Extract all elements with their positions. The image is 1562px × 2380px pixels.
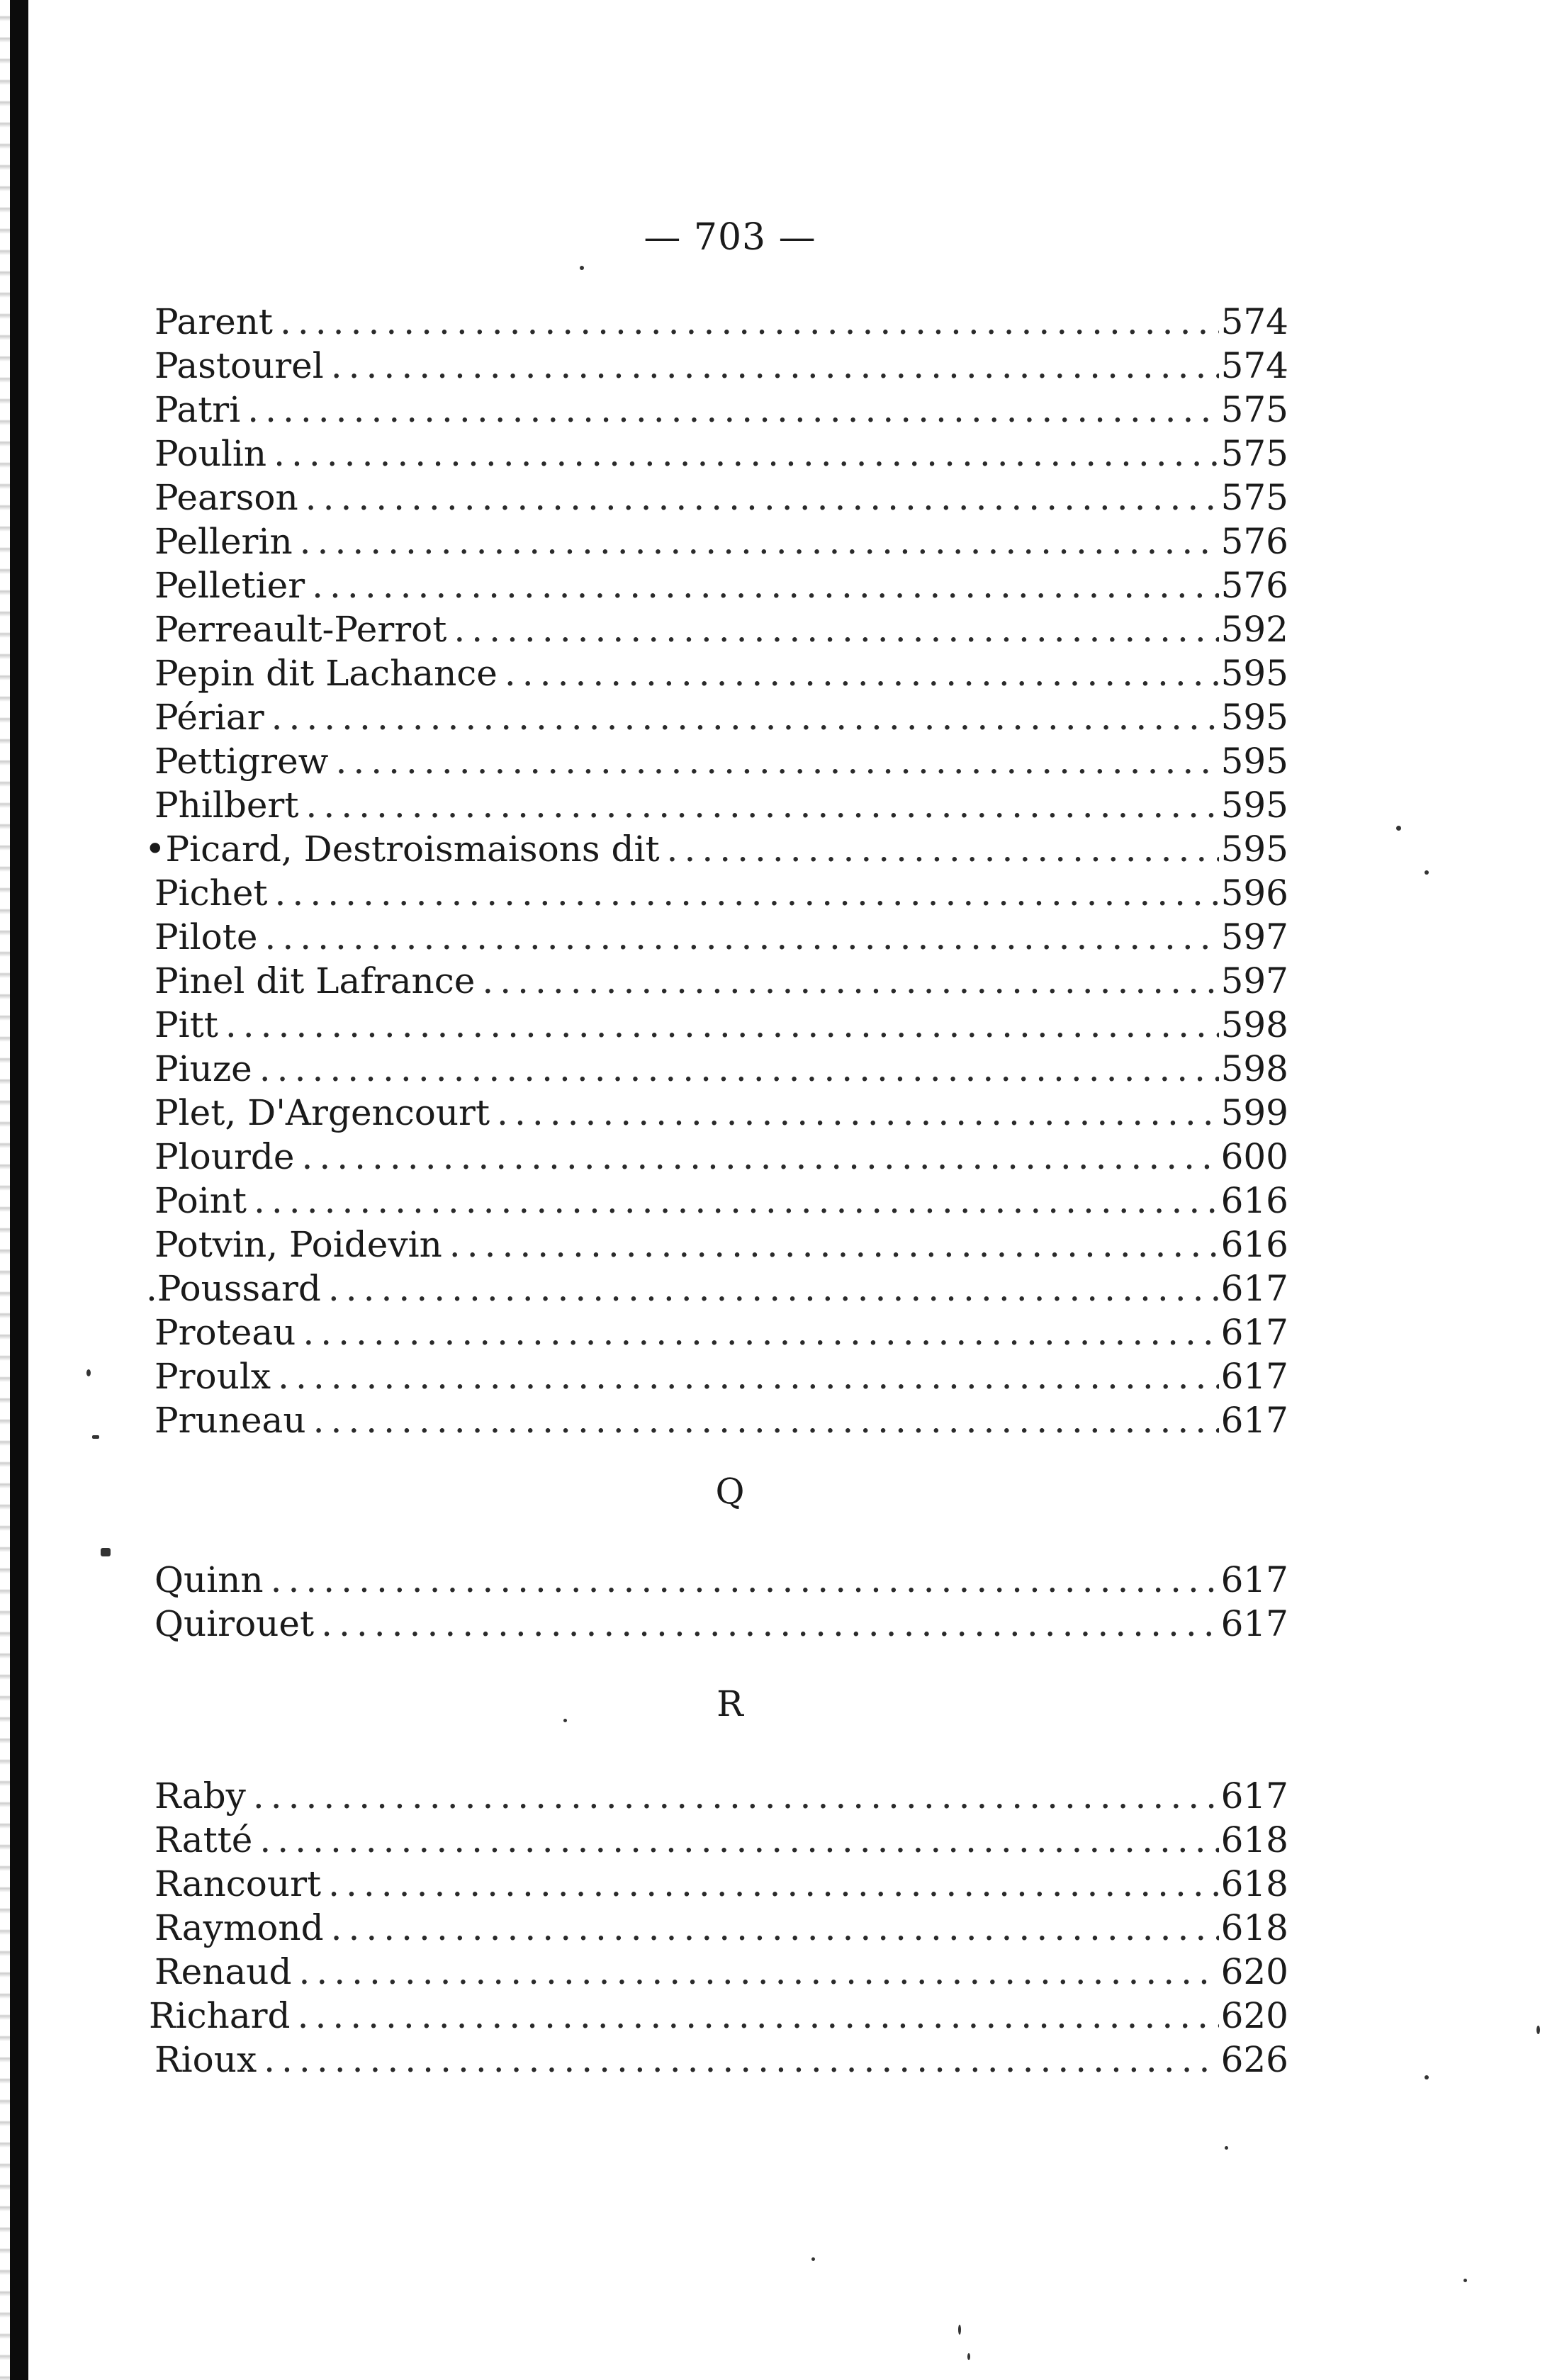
scan-speck: [1536, 2026, 1540, 2034]
entry-name: Piuze: [154, 1048, 252, 1089]
entry-name: Raby: [154, 1775, 246, 1817]
index-entry: [154, 697, 1288, 738]
dot-leader: [312, 565, 1219, 606]
binding-edge: [10, 0, 28, 2380]
dot-leader: [254, 1180, 1219, 1221]
entry-page: 575: [1220, 389, 1288, 430]
index-entry: [154, 301, 1288, 342]
entry-name: Pettigrew: [154, 741, 329, 782]
index-entry: [154, 1312, 1288, 1353]
entry-name: Poulin: [154, 433, 267, 474]
section-letter-q: Q: [715, 1471, 745, 1512]
entry-name: Pruneau: [154, 1400, 306, 1441]
dot-leader: [247, 389, 1219, 430]
dot-leader: [303, 1312, 1219, 1353]
entry-name: Rancourt: [154, 1863, 322, 1904]
index-entry: [154, 1863, 1288, 1904]
dot-leader: [449, 1224, 1219, 1265]
entry-page: 626: [1220, 2039, 1288, 2080]
scan-speck: [1425, 870, 1429, 875]
dot-leader: [278, 1356, 1219, 1397]
scan-speck: [92, 1435, 99, 1439]
entry-page: 618: [1220, 1819, 1288, 1860]
scan-speck: [1425, 2075, 1429, 2079]
dot-leader: [331, 1907, 1219, 1948]
entry-page: 618: [1220, 1907, 1288, 1948]
entry-name: Plet, D'Argencourt: [154, 1092, 490, 1133]
dot-leader: [298, 1995, 1219, 2036]
binding-speckle: [0, 0, 10, 2380]
entry-name: Parent: [154, 301, 273, 342]
scan-speck: [1225, 2146, 1228, 2150]
entry-name: Patri: [154, 389, 241, 430]
index-entry: [154, 1603, 1288, 1644]
entry-page: 576: [1220, 565, 1288, 606]
index-entry: [154, 1224, 1288, 1265]
index-entry: [154, 1136, 1288, 1177]
entry-name: Point: [154, 1180, 247, 1221]
entry-name: Pinel dit Lafrance: [154, 960, 476, 1001]
index-entry: [154, 1559, 1288, 1600]
dot-leader: [271, 1559, 1219, 1600]
entry-name: Quinn: [154, 1559, 264, 1600]
index-entry: [145, 829, 1288, 870]
index-entry: [154, 1004, 1288, 1045]
entry-page: 600: [1220, 1136, 1288, 1177]
entry-name: Périar: [154, 697, 264, 738]
entry-name: Rioux: [154, 2039, 257, 2080]
dot-leader: [300, 521, 1219, 562]
dot-leader: [275, 872, 1219, 914]
index-entry: [154, 1400, 1288, 1441]
index-entry: [154, 785, 1288, 826]
entry-name: Pitt: [154, 1004, 218, 1045]
entry-name: Raymond: [154, 1907, 324, 1948]
scan-speck: [101, 1548, 111, 1556]
entry-name: Proteau: [154, 1312, 296, 1353]
dot-leader: [271, 697, 1219, 738]
index-entry: [154, 1951, 1288, 1992]
dot-leader: [313, 1400, 1219, 1441]
entry-page: 617: [1220, 1312, 1288, 1353]
index-entry: [154, 741, 1288, 782]
index-entry: [154, 653, 1288, 694]
entry-page: 574: [1220, 301, 1288, 342]
dot-leader: [301, 1136, 1219, 1177]
index-entry: [154, 609, 1288, 650]
index-entry: [154, 477, 1288, 518]
entry-page: 576: [1220, 521, 1288, 562]
entry-page: 597: [1220, 960, 1288, 1001]
section-letter-r: R: [717, 1683, 743, 1724]
index-entry: [154, 521, 1288, 562]
index-entry: [146, 1268, 1288, 1309]
dot-leader: [328, 1863, 1219, 1904]
entry-page: 597: [1220, 916, 1288, 958]
dot-leader: [335, 741, 1219, 782]
entry-page: 595: [1220, 829, 1288, 870]
entry-page: 575: [1220, 477, 1288, 518]
index-entry: [154, 2039, 1288, 2080]
entry-name: •Picard, Destroismaisons dit: [145, 829, 660, 870]
dot-leader: [331, 345, 1219, 386]
dot-leader: [497, 1092, 1219, 1133]
index-entry: [154, 1356, 1288, 1397]
entry-page: 616: [1220, 1224, 1288, 1265]
index-entry: [154, 1819, 1288, 1860]
dot-leader: [305, 785, 1219, 826]
index-entry: [154, 1775, 1288, 1817]
entry-name: Ratté: [154, 1819, 253, 1860]
entry-page: 617: [1220, 1268, 1288, 1309]
dot-leader: [225, 1004, 1219, 1045]
entry-page: 617: [1220, 1775, 1288, 1817]
entry-page: 595: [1220, 785, 1288, 826]
index-entry: [154, 433, 1288, 474]
scan-speck: [967, 2353, 970, 2360]
entry-page: 617: [1220, 1559, 1288, 1600]
entry-name: Quirouet: [154, 1603, 315, 1644]
entry-page: 595: [1220, 653, 1288, 694]
dot-leader: [280, 301, 1219, 342]
dot-leader: [298, 1951, 1219, 1992]
entry-name: Perreault-Perrot: [154, 609, 447, 650]
index-entry: [154, 960, 1288, 1001]
scan-speck: [958, 2325, 961, 2335]
entry-name: Richard: [149, 1995, 291, 2036]
entry-page: 599: [1220, 1092, 1288, 1133]
index-entry: [154, 1048, 1288, 1089]
entry-page: 574: [1220, 345, 1288, 386]
entry-page: 616: [1220, 1180, 1288, 1221]
entry-name: .Poussard: [146, 1268, 321, 1309]
dot-leader: [274, 433, 1219, 474]
scan-speck: [811, 2257, 815, 2261]
entry-name: Philbert: [154, 785, 299, 826]
dot-leader: [305, 477, 1219, 518]
entry-name: Renaud: [154, 1951, 292, 1992]
dot-leader: [505, 653, 1219, 694]
entry-page: 617: [1220, 1603, 1288, 1644]
dot-leader: [253, 1775, 1219, 1817]
dot-leader: [321, 1603, 1219, 1644]
dot-leader: [259, 1048, 1219, 1089]
index-entry: [154, 1180, 1288, 1221]
entry-page: 592: [1220, 609, 1288, 650]
entry-name: Pilote: [154, 916, 258, 958]
index-entry: [154, 916, 1288, 958]
dot-leader: [264, 2039, 1219, 2080]
scan-speck: [563, 1719, 567, 1722]
entry-name: Pepin dit Lachance: [154, 653, 498, 694]
dot-leader: [454, 609, 1219, 650]
entry-page: 618: [1220, 1863, 1288, 1904]
index-entry: [154, 1907, 1288, 1948]
index-entry: [154, 345, 1288, 386]
scan-speck: [86, 1369, 91, 1376]
entry-name: Pearson: [154, 477, 298, 518]
scan-speck: [580, 266, 584, 270]
entry-name: Proulx: [154, 1356, 271, 1397]
scan-speck: [1396, 826, 1401, 831]
dot-leader: [667, 829, 1219, 870]
entry-page: 617: [1220, 1356, 1288, 1397]
entry-page: 620: [1220, 1995, 1288, 2036]
entry-page: 596: [1220, 872, 1288, 914]
entry-page: 598: [1220, 1048, 1288, 1089]
index-entry: [154, 872, 1288, 914]
entry-name: Pichet: [154, 872, 268, 914]
entry-name: Potvin, Poidevin: [154, 1224, 442, 1265]
index-entry: [154, 1092, 1288, 1133]
entry-page: 617: [1220, 1400, 1288, 1441]
dot-leader: [264, 916, 1219, 958]
dot-leader: [328, 1268, 1219, 1309]
index-entry: [154, 389, 1288, 430]
entry-name: Pellerin: [154, 521, 293, 562]
entry-page: 595: [1220, 697, 1288, 738]
entry-page: 575: [1220, 433, 1288, 474]
entry-page: 620: [1220, 1951, 1288, 1992]
entry-page: 598: [1220, 1004, 1288, 1045]
index-entry: [149, 1995, 1288, 2036]
dot-leader: [482, 960, 1219, 1001]
entry-name: Pastourel: [154, 345, 324, 386]
entry-name: Plourde: [154, 1136, 295, 1177]
entry-name: Pelletier: [154, 565, 305, 606]
page-number: — 703 —: [644, 216, 816, 259]
entry-page: 595: [1220, 741, 1288, 782]
index-entry: [154, 565, 1288, 606]
scan-speck: [1463, 2279, 1467, 2282]
dot-leader: [259, 1819, 1219, 1860]
